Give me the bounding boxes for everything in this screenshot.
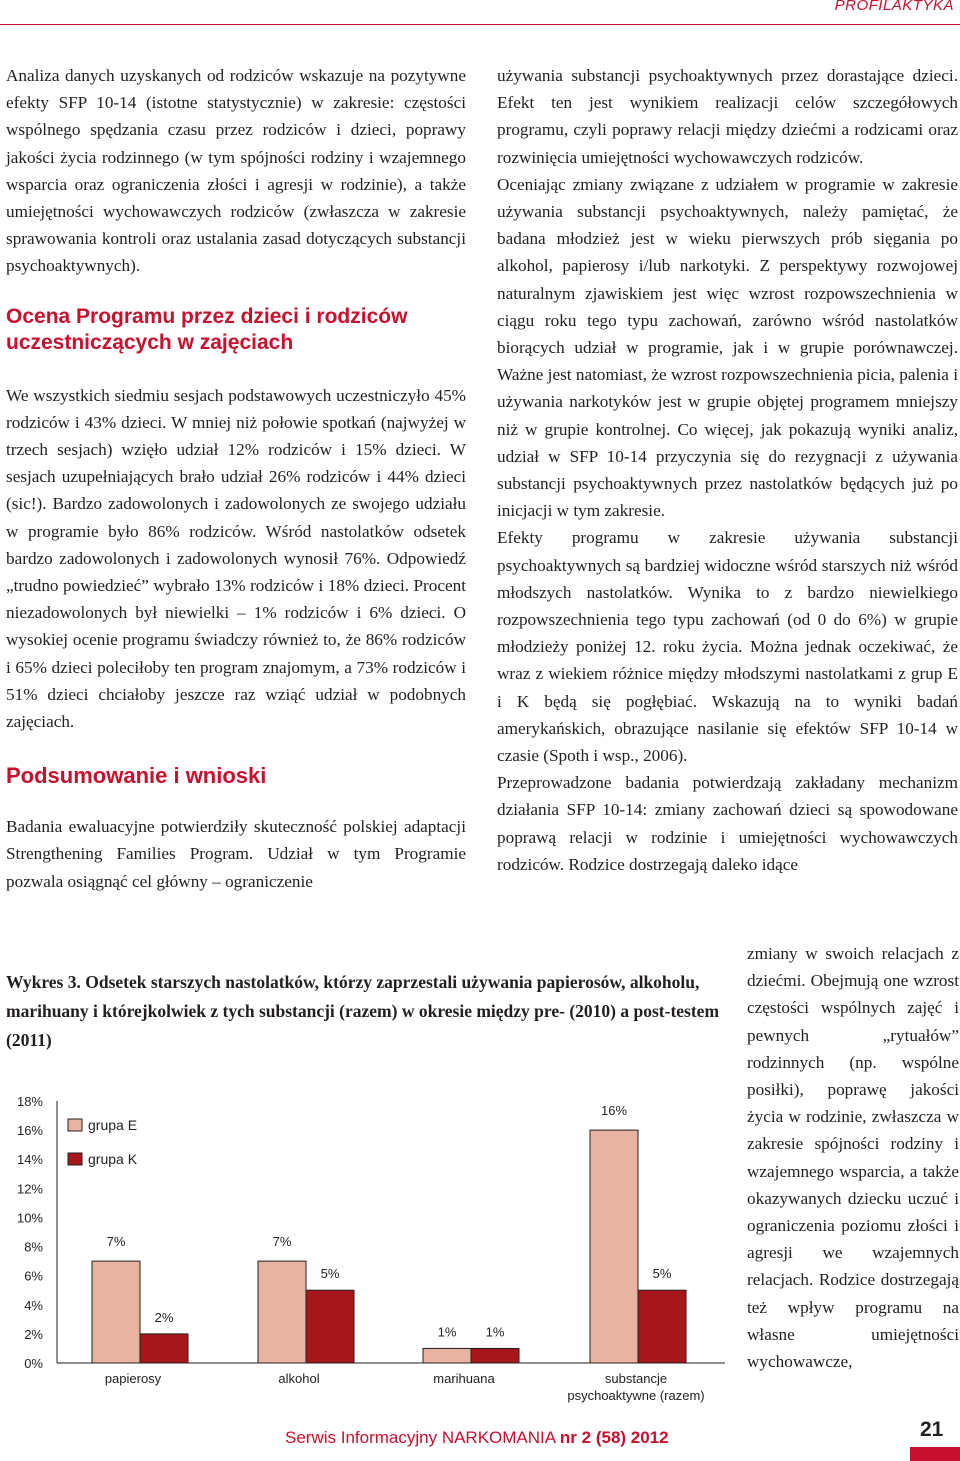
legend-swatch <box>68 1119 82 1131</box>
right-paragraph-1: używania substancji psychoaktywnych przez dorastające dzieci. Efekt ten jest wynikiem realizacji celów szczegółowych programu, czyli poprawy relacji między dziećmi a rodzicami oraz rozwinięcia umiejętności wychowawczych rodziców. <box>497 66 958 167</box>
bar-value-label: 5% <box>652 1266 672 1282</box>
top-rule <box>0 24 960 25</box>
bar-value-label: 5% <box>320 1266 340 1282</box>
bar-grupa-k <box>471 1348 519 1363</box>
footer-publication: Serwis Informacyjny NARKOMANIA <box>285 1428 556 1447</box>
category-label: papierosy <box>104 1371 162 1386</box>
heading-podsumowanie: Podsumowanie i wnioski <box>6 763 267 789</box>
right-paragraph-3: Efekty programu w zakresie używania substancji psychoaktywnych są bardziej widoczne wśród starszych niż wśród młodszych nastolatków. Wynika to z bardzo niewielkiego rozpowszechnienia tego typu zachowań (od 0 do 6%) w grupie młodzieży poniżej 12. roku życia. Można jednak oczekiwać, że wraz z wiekiem różnice między młodszymi nastolatkami z grup E i K będą się pogłębiać. Wskazują na to wyniki badań amerykańskich, obrazujące nasilanie się efektów SFP 10-14 w czasie (Spoth i wsp., 2006). <box>497 528 958 766</box>
y-tick-label: 10% <box>16 1210 43 1226</box>
legend-swatch <box>68 1153 82 1165</box>
y-tick-label: 8% <box>24 1239 43 1255</box>
category-label: marihuana <box>433 1371 495 1386</box>
right-paragraph-4: Przeprowadzone badania potwierdzają zakładany mechanizm działania SFP 10-14: zmiany zachowań dzieci są spowodowane poprawą relacji w rodzinie i umiejętności wychowawczych rodziców. Rodzice dostrzegają daleko idące <box>497 773 958 874</box>
left-paragraph-1: Analiza danych uzyskanych od rodziców wskazuje na pozytywne efekty SFP 10-14 (istotne statystycznie) w zakresie: częstości wspólnego spędzania czasu przez rodziców i dzieci, poprawy jakości życia rodzinnego (w tym spójności rodziny i wzajemnego wsparcia oraz ograniczenia złości i agresji w rodzinie), a także umiejętności wychowawczych rodziców (zwłaszcza w zakresie sprawowania kontroli oraz ustalania zasad dotyczących substancji psychoaktywnych). <box>6 66 466 276</box>
legend-label: grupa E <box>88 1117 138 1133</box>
y-tick-label: 18% <box>16 1094 43 1109</box>
bar-value-label: 1% <box>485 1324 505 1340</box>
right-paragraph-4-continued: zmiany w swoich relacjach z dziećmi. Obejmują one wzrost częstości wspólnych zajęć i pewnych „rytuałów” rodzinnych (np. wspólne posiłki), poprawę jakości życia w rodzinie, zwłaszcza w zakresie spójności rodziny i wzajemnego wsparcia, a także okazywanych dziecku uczuć i ograniczenia poziomu złości i agresji we wzajemnych relacjach. Rodzice dostrzegają też wpływ programu na własne umiejętności wychowawcze, <box>747 944 959 1372</box>
category-label: psychoaktywne (razem) <box>567 1388 705 1403</box>
bar-grupa-e <box>423 1348 471 1363</box>
bar-value-label: 2% <box>154 1309 174 1325</box>
footer-issue: nr 2 (58) 2012 <box>559 1428 669 1447</box>
y-tick-label: 4% <box>24 1297 43 1313</box>
left-paragraph-2: We wszystkich siedmiu sesjach podstawowych uczestniczyło 45% rodziców i 43% dzieci. W mniej niż połowie spotkań (najwyżej w trzech sesjach) wzięło udział 12% rodziców i 15% dzieci. W sesjach uzupełniających brało udział 26% rodziców i 44% dzieci (sic!). Bardzo zadowolonych i zadowolonych ze swojego udziału w programie było 86% rodziców. Wśród nastolatków odsetek bardzo zadowolonych i zadowolonych wynosił 76%. Odpowiedź „trudno powiedzieć” wybrało 13% rodziców i 18% dzieci. Procent niezadowolonych był niewielki – 1% rodziców i 6% dzieci. O wysokiej ocenie programu świadczy również to, że 86% rodziców i 65% dzieci poleciłoby ten program znajomym, a 73% rodziców i 51% dzieci chciałoby jeszcze raz wziąć udział w podobnych zajęciach. <box>6 385 466 732</box>
bar-value-label: 16% <box>600 1103 628 1119</box>
page-number: 21 <box>920 1418 944 1441</box>
bar-value-label: 7% <box>272 1234 292 1250</box>
y-tick-label: 12% <box>16 1181 43 1197</box>
chart-svg <box>0 1085 740 1415</box>
category-label: alkohol <box>278 1371 320 1386</box>
corner-accent <box>910 1447 960 1461</box>
left-column <box>6 62 466 895</box>
legend-label: grupa K <box>88 1151 138 1167</box>
y-tick-label: 0% <box>24 1356 43 1371</box>
right-column <box>497 62 958 878</box>
chart-title: Wykres 3. Odsetek starszych nastolatków, którzy zaprzestali używania papierosów, alkoholu, marihuany i którejkolwiek z tych substancji (razem) w okresie między pre- (2010) a post-testem (2011) <box>6 972 720 1050</box>
bar-grupa-e <box>258 1261 306 1363</box>
y-tick-label: 16% <box>16 1123 43 1139</box>
bar-grupa-k <box>638 1290 686 1363</box>
left-paragraph-3: Badania ewaluacyjne potwierdziły skuteczność polskiej adaptacji Strengthening Families Program. Udział w tym Programie pozwala osiągnąć cel główny – ograniczenie <box>6 817 466 891</box>
bar-value-label: 7% <box>106 1234 126 1250</box>
bar-grupa-k <box>306 1290 354 1363</box>
chart <box>0 1085 740 1415</box>
y-tick-label: 2% <box>24 1326 43 1342</box>
heading-ocena-programu: Ocena Programu przez dzieci i rodziców uczestniczących w zajęciach <box>6 304 408 354</box>
y-tick-label: 6% <box>24 1268 43 1284</box>
footer <box>285 1428 669 1448</box>
bar-grupa-e <box>590 1130 638 1363</box>
category-label: substancje <box>604 1371 668 1386</box>
y-tick-label: 14% <box>16 1152 43 1168</box>
bar-grupa-k <box>140 1334 188 1363</box>
bar-value-label: 1% <box>437 1324 457 1340</box>
bar-grupa-e <box>92 1261 140 1363</box>
right-paragraph-2: Oceniając zmiany związane z udziałem w programie w zakresie używania substancji psychoaktywnych, należy pamiętać, że badana młodzież jest w wieku pierwszych prób sięgania po alkohol, papierosy i/lub narkotyki. Z perspektywy rozwojowej naturalnym zjawiskiem jest więc wzrost rozpowszechnienia w ciągu roku tego typu zachowań, zarówno wśród nastolatków biorących udział w programie, jak i w grupie porównawczej. Ważne jest natomiast, że wzrost rozpowszechnienia picia, palenia i używania narkotyków jest w grupie objętej programem mniejszy niż w grupie kontrolnej. Co więcej, jak pokazują wyniki analiz, udział w SFP 10-14 przyczynia się do rezygnacji z używania substancji psychoaktywnych przez nastolatków będących już po inicjacji w tym zakresie. <box>497 174 958 521</box>
section-label: PROFILAKTYKA <box>834 0 954 14</box>
